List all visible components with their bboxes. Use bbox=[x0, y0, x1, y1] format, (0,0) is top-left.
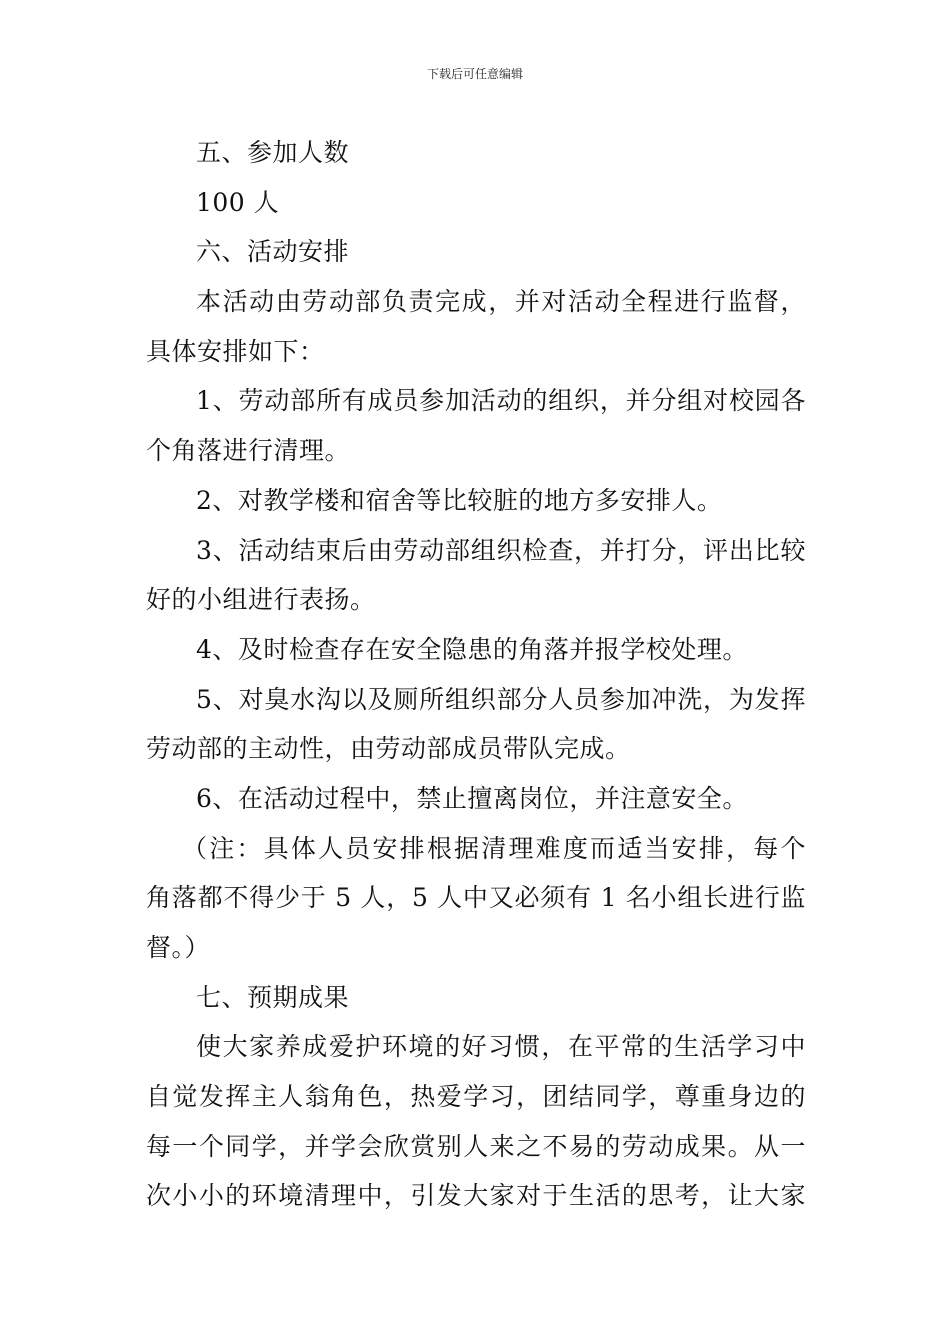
list-item-5-continued: 劳动部的主动性，由劳动部成员带队完成。 bbox=[146, 734, 631, 764]
list-item-2: 2、对教学楼和宿舍等比较脏的地方多安排人。 bbox=[196, 485, 723, 515]
document-body bbox=[146, 128, 806, 1221]
paragraph-line: 本活动由劳动部负责完成，并对活动全程进行监督， bbox=[196, 287, 806, 317]
page-header: 下载后可任意编辑 bbox=[426, 67, 523, 81]
list-item-1: 1、劳动部所有成员参加活动的组织，并分组对校园各 bbox=[196, 386, 806, 416]
paragraph-line: 每一个同学，并学会欣赏别人来之不易的劳动成果。从一 bbox=[146, 1131, 806, 1161]
section-heading-participants: 五、参加人数 bbox=[196, 138, 350, 167]
section-heading-outcomes: 七、预期成果 bbox=[196, 982, 350, 1012]
paragraph-line: 具体安排如下： bbox=[146, 336, 325, 366]
note-line-continued: 角落都不得少于 5 人，5 人中又必须有 1 名小组长进行监 bbox=[146, 883, 806, 913]
paragraph-line: 次小小的环境清理中，引发大家对于生活的思考，让大家 bbox=[146, 1181, 806, 1211]
note-line-end: 督。） bbox=[146, 933, 211, 962]
list-item-5: 5、对臭水沟以及厕所组织部分人员参加冲洗，为发挥 bbox=[196, 684, 806, 714]
list-item-4: 4、及时检查存在安全隐患的角落并报学校处理。 bbox=[196, 634, 748, 664]
list-item-3: 3、活动结束后由劳动部组织检查，并打分，评出比较 bbox=[196, 535, 806, 565]
list-item-1-continued: 个角落进行清理。 bbox=[146, 436, 351, 466]
section-heading-arrangement: 六、活动安排 bbox=[196, 237, 350, 267]
list-item-3-continued: 好的小组进行表扬。 bbox=[146, 585, 376, 615]
note-line: （注：具体人员安排根据清理难度而适当安排，每个 bbox=[182, 833, 806, 863]
paragraph-line: 自觉发挥主人翁角色，热爱学习，团结同学，尊重身边的 bbox=[146, 1082, 806, 1112]
list-item-6: 6、在活动过程中，禁止擅离岗位，并注意安全。 bbox=[196, 783, 748, 813]
paragraph-line: 使大家养成爱护环境的好习惯，在平常的生活学习中 bbox=[196, 1032, 806, 1062]
participant-count: 100 人 bbox=[196, 187, 280, 217]
